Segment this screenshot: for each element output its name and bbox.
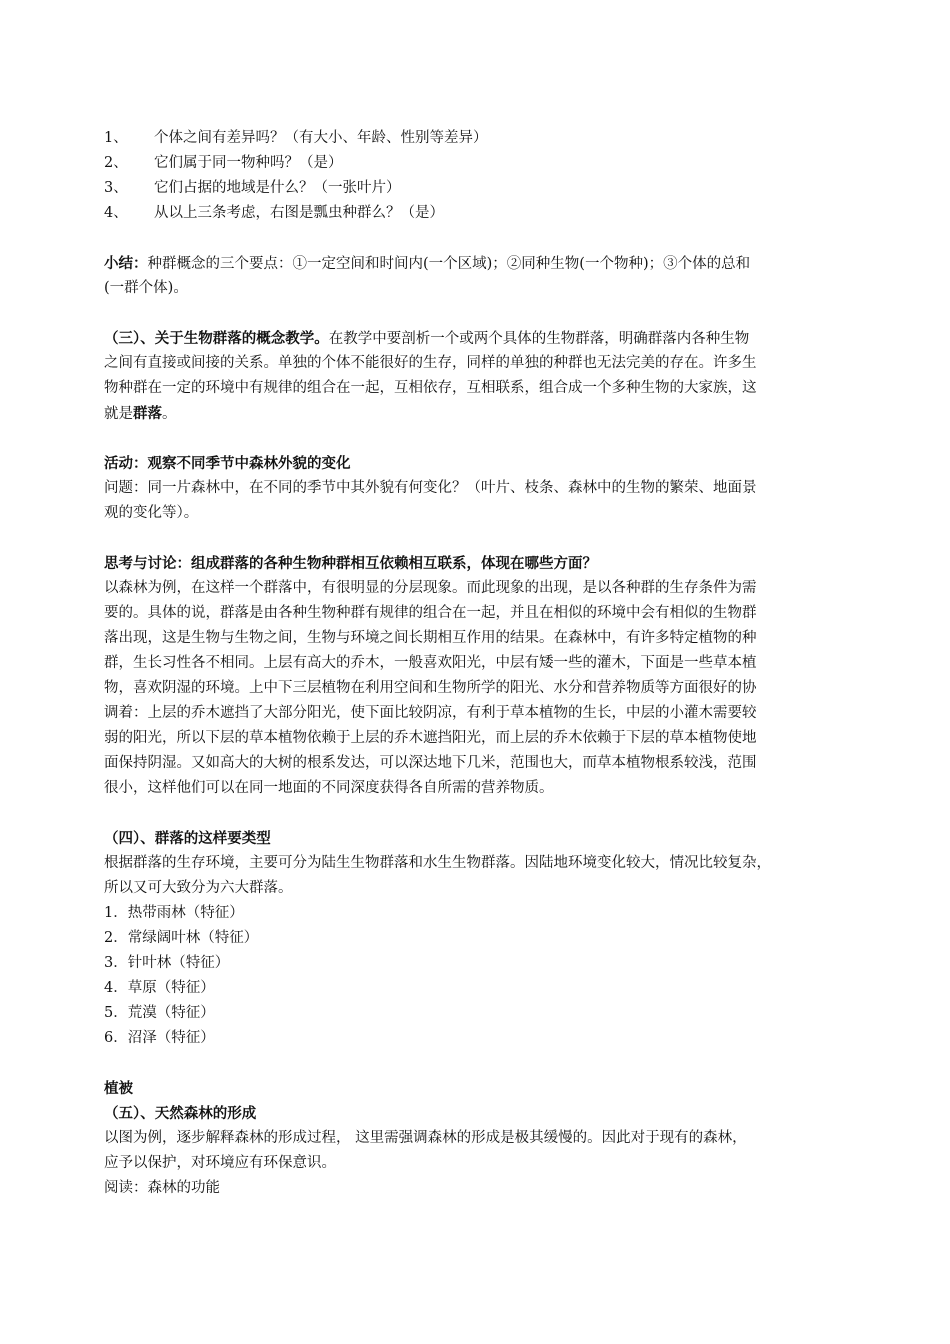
- discussion-line: 落出现，这是生物与生物之间，生物与环境之间长期相互作用的结果。在森林中，有许多特定植物的种: [104, 630, 757, 646]
- activity-question: 观的变化等）。: [104, 505, 199, 521]
- list-item: 1．热带雨林（特征）: [104, 905, 244, 921]
- reading-line: 阅读：森林的功能: [104, 1180, 220, 1196]
- list-item: 6．沼泽（特征）: [104, 1030, 215, 1046]
- discussion-heading: 思考与讨论：组成群落的各种生物种群相互依赖相互联系，体现在哪些方面？: [104, 555, 597, 572]
- section5-heading: （五）、天然森林的形成: [104, 1105, 257, 1122]
- vegetation-heading: 植被: [104, 1080, 133, 1097]
- question-item: 2、 它们属于同一物种吗？（是）: [104, 155, 343, 171]
- list-item: 2．常绿阔叶林（特征）: [104, 930, 259, 946]
- activity-heading: 活动：观察不同季节中森林外貌的变化: [104, 455, 351, 472]
- section5-text: 应予以保护，对环境应有环保意识。: [104, 1155, 336, 1171]
- discussion-line: 调着：上层的乔木遮挡了大部分阳光，使下面比较阴凉，有利于草本植物的生长，中层的小灌木需要较: [104, 705, 757, 721]
- keyword-community: 群落: [133, 405, 162, 422]
- summary-label: 小结：: [104, 255, 148, 272]
- discussion-line: 弱的阳光，所以下层的草本植物依赖于上层的乔木遮挡阳光，而上层的乔木依赖于下层的草本植物使地: [104, 730, 757, 746]
- section3-paragraph: 就是群落。: [104, 405, 177, 422]
- list-item: 5．荒漠（特征）: [104, 1005, 215, 1021]
- section3-paragraph: 物种群在一定的环境中有规律的组合在一起，互相依存，互相联系，组合成一个多种生物的大家族，这: [104, 380, 757, 396]
- section3-heading: （三）、关于生物群落的概念教学。: [104, 330, 329, 347]
- discussion-line: 群，生长习性各不相同。上层有高大的乔木，一般喜欢阳光，中层有矮一些的灌木，下面是一些草本植: [104, 655, 757, 671]
- document-body: [104, 126, 864, 1201]
- section4-text: 根据群落的生存环境，主要可分为陆生生物群落和水生生物群落。因陆地环境变化较大，情况比较复杂，: [104, 855, 771, 871]
- question-item: 3、 它们占据的地域是什么？（一张叶片）: [104, 180, 401, 196]
- section3-paragraph: （三）、关于生物群落的概念教学。在教学中要剖析一个或两个具体的生物群落，明确群落内各种生物: [104, 330, 750, 347]
- question-item: 4、 从以上三条考虑，右图是瓢虫种群么？（是）: [104, 205, 444, 221]
- summary-line: (一群个体)。: [104, 280, 188, 296]
- list-item: 4．草原（特征）: [104, 980, 215, 996]
- discussion-line: 以森林为例，在这样一个群落中，有很明显的分层现象。而此现象的出现，是以各种群的生存条件为需: [104, 580, 757, 596]
- section4-text: 所以又可大致分为六大群落。: [104, 880, 293, 896]
- discussion-line: 很小，这样他们可以在同一地面的不同深度获得各自所需的营养物质。: [104, 780, 554, 796]
- activity-question: 问题：同一片森林中，在不同的季节中其外貌有何变化？（叶片、枝条、森林中的生物的繁荣、地面景: [104, 480, 757, 496]
- discussion-line: 要的。具体的说，群落是由各种生物种群有规律的组合在一起，并且在相似的环境中会有相似的生物群: [104, 605, 757, 621]
- discussion-line: 物，喜欢阴湿的环境。上中下三层植物在利用空间和生物所学的阳光、水分和营养物质等方面很好的协: [104, 680, 757, 696]
- list-item: 3．针叶林（特征）: [104, 955, 230, 971]
- section5-text: 以图为例，逐步解释森林的形成过程， 这里需强调森林的形成是极其缓慢的。因此对于现有的森林，: [104, 1130, 747, 1146]
- discussion-line: 面保持阴湿。又如高大的大树的根系发达，可以深达地下几米，范围也大，而草本植物根系较浅，范围: [104, 755, 757, 771]
- section4-heading: （四）、群落的这样要类型: [104, 830, 271, 847]
- summary-line: 小结：种群概念的三个要点：①一定空间和时间内(一个区域)；②同种生物(一个物种)；③个体的总和: [104, 255, 751, 272]
- section3-paragraph: 之间有直接或间接的关系。单独的个体不能很好的生存，同样的单独的种群也无法完美的存在。许多生: [104, 355, 757, 371]
- question-item: 1、 个体之间有差异吗？（有大小、年龄、性别等差异）: [104, 130, 488, 146]
